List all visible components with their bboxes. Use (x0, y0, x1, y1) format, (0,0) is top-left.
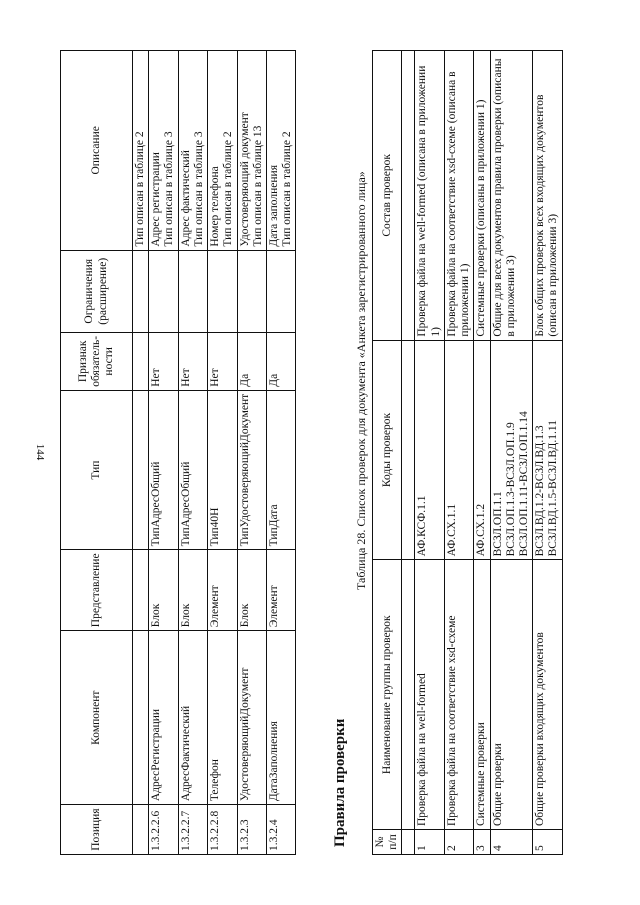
cell-position: 1.3.2.3 (237, 805, 266, 855)
cell-group-name: Общие проверки (490, 560, 533, 830)
column-header: Тип (61, 390, 133, 550)
table-row (444, 51, 473, 855)
cell-required: Да (266, 332, 295, 390)
column-header: Коды проверок (373, 340, 402, 560)
cell-number: 5 (533, 830, 562, 855)
cell-position: 1.3.2.2.6 (149, 805, 178, 855)
table-caption: Таблица 28. Список проверок для документа «Анкета зарегистрированного лица» (354, 171, 368, 590)
cell-description: Дата заполнения Тип описан в таблице 2 (266, 51, 295, 251)
cell-type: ТипАдресОбщий (149, 390, 178, 550)
table-row (415, 51, 444, 855)
cell-description: Адрес регистрации Тип описан в таблице 3 (149, 51, 178, 251)
cell-component: УдостоверяющийДокумент (237, 631, 266, 805)
table-row (490, 51, 533, 855)
cell-type: ТипДата (266, 390, 295, 550)
cell-required: Нет (149, 332, 178, 390)
cell-type: ТипУдостоверяющийДокумент (237, 390, 266, 550)
page-number: 144 (34, 443, 46, 461)
column-header: Наименование группы проверок (373, 560, 402, 830)
components-table (60, 50, 296, 855)
cell-position: 1.3.2.4 (266, 805, 295, 855)
cell-representation: Блок (237, 550, 266, 631)
cell-group-name: Проверка файла на well-formed (415, 560, 444, 830)
cell-required: Нет (178, 332, 207, 390)
cell-representation: Блок (149, 550, 178, 631)
cell-restrictions (178, 250, 207, 332)
table-row (237, 51, 266, 855)
cell-type: ТипАдресОбщий (178, 390, 207, 550)
cell-description: Адрес фактический Тип описан в таблице 3 (178, 51, 207, 251)
cell-content: Блок общих проверок всех входящих документов (описан в приложении 3) (533, 51, 562, 341)
table-row (133, 51, 149, 855)
cell-required: Нет (208, 332, 237, 390)
cell-description: Тип описан в таблице 2 (133, 51, 149, 251)
cell-codes: ВСЗЛ.ОП.1.1 ВСЗЛ.ОП.1.3-ВСЗЛ.ОП.1.9 ВСЗЛ.ОП.1.11-ВСЗЛ.ОП.1.14 (490, 340, 533, 560)
checks-header-row (373, 51, 402, 855)
column-header: Состав проверок (373, 51, 402, 341)
checks-index-row (402, 51, 415, 855)
cell-component: АдресРегистрации (149, 631, 178, 805)
table-row (178, 51, 207, 855)
table-row (149, 51, 178, 855)
column-header: Компонент (61, 631, 133, 805)
section-title: Правила проверки (332, 718, 348, 847)
cell-restrictions (149, 250, 178, 332)
cell-codes: АФ.СХ.1.1 (444, 340, 473, 560)
rotated-page-content (60, 50, 620, 855)
column-header: Представление (61, 550, 133, 631)
components-header-row (61, 51, 133, 855)
cell-group-name: Проверка файла на соответствие xsd-схеме (444, 560, 473, 830)
cell-component: Телефон (208, 631, 237, 805)
table-row (533, 51, 562, 855)
cell-position: 1.3.2.2.8 (208, 805, 237, 855)
cell-content: Общие для всех документов правила проверки (описаны в приложении 3) (490, 51, 533, 341)
table-row (266, 51, 295, 855)
cell-required: Да (237, 332, 266, 390)
cell-type: Тип40Н (208, 390, 237, 550)
cell-representation: Элемент (266, 550, 295, 631)
cell-restrictions (237, 250, 266, 332)
cell-number: 2 (444, 830, 473, 855)
cell-description: Удостоверяющий документ Тип описан в таблице 13 (237, 51, 266, 251)
column-header: Признак обязатель-ности (61, 332, 133, 390)
column-header: Описание (61, 51, 133, 251)
cell-number: 1 (415, 830, 444, 855)
cell-number: 3 (474, 830, 490, 855)
cell-codes: АФ.СХ.1.2 (474, 340, 490, 560)
column-header: № п/п (373, 830, 402, 855)
cell-content: Системные проверки (описаны в приложении 1) (474, 51, 490, 341)
cell-codes: ВСЗЛ.ВД.1.2-ВСЗЛ.ВД.1.3 ВСЗЛ.ВД.1.5-ВСЗЛ.ВД.1.11 (533, 340, 562, 560)
table-row (474, 51, 490, 855)
cell-codes: АФ.КСФ.1.1 (415, 340, 444, 560)
column-header: Позиция (61, 805, 133, 855)
cell-content: Проверка файла на well-formed (описана в приложении 1) (415, 51, 444, 341)
cell-restrictions (266, 250, 295, 332)
cell-component: АдресФактический (178, 631, 207, 805)
cell-number: 4 (490, 830, 533, 855)
checks-table (372, 50, 563, 855)
cell-description: Номер телефона Тип описан в таблице 2 (208, 51, 237, 251)
cell-representation: Элемент (208, 550, 237, 631)
cell-group-name: Общие проверки входящих документов (533, 560, 562, 830)
cell-component: ДатаЗаполнения (266, 631, 295, 805)
cell-content: Проверка файла на соответствие xsd-схеме (описана в приложении 1) (444, 51, 473, 341)
cell-position: 1.3.2.2.7 (178, 805, 207, 855)
cell-group-name: Системные проверки (474, 560, 490, 830)
cell-representation: Блок (178, 550, 207, 631)
cell-restrictions (208, 250, 237, 332)
column-header: Ограничения (расширение) (61, 250, 133, 332)
table-row (208, 51, 237, 855)
